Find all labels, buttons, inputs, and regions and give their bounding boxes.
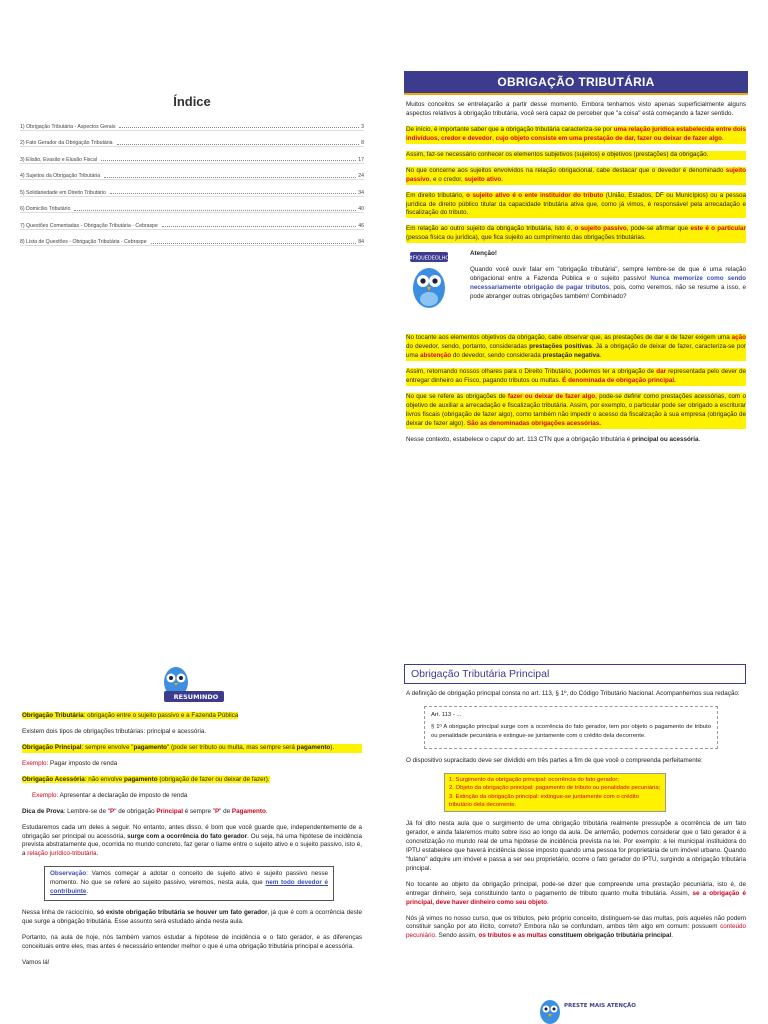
paragraph: No que se refere às obrigações de fazer ou deixar de fazer algo, pode-se definir como prestações acessórias, com o objetivo de auxiliar a arrecadação e fiscalização tributária. Assim, por exemplo, o particular pode ser obrigado a escriturar livros fiscais (obrigação de fazer algo), como também não impedir o acesso da fiscalização à sua empresa (obrigação de deixar de fazer algo). São as denominadas obrigações acessórias.: [406, 392, 746, 427]
section-banner: OBRIGAÇÃO TRIBUTÁRIA: [404, 71, 748, 95]
toc-entry-label: 8) Lista de Questões - Obrigação Tributária - Cebraspe: [20, 239, 147, 245]
resumindo-logo-text: RESUMINDO: [173, 693, 219, 701]
toc-entry[interactable]: [20, 230, 364, 247]
paragraph: Exemplo: Pagar imposto de renda: [22, 759, 118, 767]
paragraph: Já foi dito nesta aula que o surgimento de uma obrigação tributária realmente pressupõe a ocorrência de um fato gerador, e ainda falaremos muito sobre isso ao longo da aula. De antemão, podemos considerar que o fato gerador é a concretização no mundo real de uma hipótese de incidência prevista na lei. Por exemplo: a lei municipal instituidora do IPTU estabelece que haverá incidência desse imposto quando uma pessoa for proprietária de um imóvel urbano. Quando "fulano" adquire um imóvel e passa a ser seu proprietário, ocorre o fato gerador do IPTU, surgindo a obrigação tributária principal.: [406, 820, 746, 872]
footer-logo-text: PRESTE MAIS ATENÇÃO: [564, 1003, 636, 1009]
obrigacao-content: [406, 101, 746, 452]
paragraph: Nesse contexto, estabelece o caput do art. 113 CTN que a obrigação tributária é principal ou acessória.: [406, 435, 701, 443]
principal-page: [384, 512, 768, 1024]
resumindo-logo-icon: [158, 664, 228, 708]
toc-entry-label: 7) Questões Comentadas - Obrigação Tributária - Cebraspe: [20, 222, 158, 229]
paragraph: Muitos conceitos se entrelaçarão a partir desse momento. Embora tenhamos visto apenas superficialmente alguns aspectos relativos à obrigação tributária, você será capaz de perceber que "a coisa" está começando a fazer sentido.: [406, 101, 746, 117]
owl-mascot-icon: [406, 250, 452, 314]
paragraph: Obrigação Principal: sempre envolve "pagamento" (pode ser tributo ou multa, mas sempre será pagamento).: [22, 744, 362, 753]
toc-entry-page: 46: [358, 222, 364, 229]
paragraph: Portanto, na aula de hoje, nós também vamos estudar a hipótese de incidência e o fato gerador, e as diferenças conceituais entre eles, mas antes é necessário entender melhor o que é uma obrigação tributária principal e acessória.: [22, 934, 362, 950]
toc-entry-page: 34: [358, 189, 364, 196]
list-item: 1. Surgimento da obrigação principal: ocorrência do fato gerador;: [449, 777, 619, 783]
toc-entry[interactable]: [20, 164, 364, 181]
toc-entry-page: 24: [358, 173, 364, 179]
toc-entry[interactable]: [20, 213, 364, 230]
attention-box: [406, 250, 746, 328]
paragraph: Nós já vimos no nosso curso, que os tributos, pelo próprio conceito, distinguem-se das multas, pois aqueles não podem constituir sanção por ato ilícito, correto? Embora não se confundam, ambos têm algo em comum: possuem conteúdo pecuniário. Sendo assim, os tributos e as multas constituem obrigação tributária principal.: [406, 914, 746, 940]
section-title: Obrigação Tributária Principal: [404, 664, 746, 684]
toc-entry-label: 2) Fato Gerador da Obrigação Tributária: [20, 140, 113, 146]
quote-line: § 1º A obrigação principal surge com a ocorrência do fato gerador, tem por objeto o pagamento de tributo ou penalidade pecuniária e extingue-se juntamente com o crédito dela decorrente.: [431, 724, 711, 739]
paragraph: Nessa linha de raciocínio, só existe obrigação tributária se houver um fato gerador, já que é com a ocorrência deste que surge a obrigação tributária. Esse assunto será estudado ainda nesta aula.: [22, 909, 362, 926]
paragraph: Observação: Vamos começar a adotar o conceito de sujeito ativo e sujeito passivo nesse momento. No que se refere ao sujeito passivo, veremos, nesta aula, que nem todo devedor é contribuinte.: [50, 870, 328, 896]
toc-entry[interactable]: [20, 147, 364, 164]
toc-entry-label: 6) Domicílio Tributário: [20, 206, 71, 212]
principal-content: [406, 690, 746, 948]
obrigacao-page: [384, 0, 768, 512]
paragraph: Vamos lá!: [22, 958, 50, 966]
attention-text: [470, 250, 746, 309]
resumindo-page: [0, 512, 384, 1024]
list-item: 2. Objeto da obrigação principal: pagamento de tributo ou penalidade pecuniária;: [449, 785, 661, 792]
toc-entry-label: 1) Obrigação Tributária - Aspectos Gerais: [20, 123, 116, 130]
toc-entry-page: 84: [358, 239, 364, 245]
paragraph: Obrigação Tributária: obrigação entre o sujeito passivo e a Fazenda Pública: [22, 712, 239, 719]
paragraph: No tocante ao objeto da obrigação principal, pode-se dizer que compreende uma prestação pecuniária, isto é, de entregar dinheiro, seja constituindo tanto o pagamento de tributo quanto multa tributária. Assim, se a obrigação é principal, deve haver dinheiro como seu objeto.: [406, 880, 746, 906]
paragraph: A definição de obrigação principal consta no art. 113, § 1º, do Código Tributário Nacional. Acompanhemos sua redação:: [406, 690, 740, 697]
toc-entry-label: 3) Elisão, Evasão e Elusão Fiscal: [20, 156, 97, 163]
attention-title: Atenção!: [470, 250, 497, 258]
paragraph: No tocante aos elementos objetivos da obrigação, cabe observar que, as prestações de dar e de fazer exigem uma ação do devedor, sendo, portanto, consideradas prestações positivas. Já a obrigação de deixar de fazer, caracteriza-se por uma abstenção do devedor, sendo considerada prestação negativa.: [406, 334, 746, 360]
paragraph: Quando você ouvir falar em "obrigação tributária", sempre lembre-se de que é uma relação obrigacional entre a Fazenda Pública e o sujeito passivo! Nunca memorize como sendo necessariamente obrigação de pagar tributos, pois, como veremos, não se resume a isso, e pode abranger outras obrigações também! Combinado?: [470, 266, 746, 300]
toc-entry-page: 3: [361, 123, 364, 130]
toc-entry[interactable]: [20, 131, 364, 148]
ordered-list: [444, 773, 666, 812]
quote-line: Art. 113 - ...: [431, 711, 462, 718]
paragraph: Em direito tributário, o sujeito ativo é o ente instituidor do tributo (União, Estados, DF ou Municípios) ou a pessoa jurídica de direito público titular da capacidade tributária ativa que, como já vimos, é responsável pela arrecadação e fiscalização do tributo.: [406, 191, 746, 217]
table-of-contents: [20, 114, 364, 246]
toc-entry-page: 17: [358, 156, 364, 163]
observation-box: [44, 866, 334, 901]
preste-atencao-logo-icon: [536, 996, 636, 1024]
resumindo-content: [22, 712, 362, 975]
toc-entry-label: 4) Sujeitos da Obrigação Tributária: [20, 173, 101, 179]
index-title: Índice: [173, 94, 211, 109]
paragraph: Dica de Prova: Lembre-se de "P" de obrigação Principal é sempre "P" de Pagamento.: [22, 807, 268, 815]
paragraph: O dispositivo supracitado deve ser dividido em três partes a fim de que você o compreenda perfeitamente:: [406, 757, 703, 765]
list-item: 3. Extinção da obrigação principal: extingue-se juntamente com o crédito tributário dela decorrente.: [449, 793, 639, 808]
toc-entry-page: 8: [361, 140, 364, 146]
toc-entry[interactable]: [20, 114, 364, 131]
toc-entry-label: 5) Solidariedade em Direito Tributário: [20, 189, 106, 196]
toc-entry[interactable]: [20, 197, 364, 214]
paragraph: Estudaremos cada um deles a seguir. No entanto, antes disso, é bom que você guarde que, independentemente de a obrigação ser principal ou acessória, surge com a ocorrência do fato gerador. Ou seja, há uma hipótese de incidência prevista abstratamente que, ocorrida no mundo concreto, faz gerar o liame entre o sujeito ativo e o sujeito passivo, isto é, a relação jurídico-tributária.: [22, 823, 362, 858]
paragraph: Em relação ao outro sujeito da obrigação tributária, isto é, o sujeito passivo, pode-se afirmar que este é o particular (pessoa física ou jurídica), que fica sujeito ao cumprimento das obrigações tributárias.: [406, 225, 746, 242]
paragraph: Exemplo: Apresentar a declaração de imposto de renda: [32, 791, 188, 799]
paragraph: Existem dois tipos de obrigações tributárias: principal e acessória.: [22, 727, 207, 735]
paragraph: Assim, faz-se necessário conhecer os elementos subjetivos (sujeitos) e objetivos (prestações) da obrigação.: [406, 151, 746, 160]
toc-entry-page: 40: [358, 206, 364, 212]
paragraph: Obrigação Acessória: não envolve pagamento (obrigação de fazer ou deixar de fazer).: [22, 775, 270, 783]
law-quote: [424, 706, 718, 749]
paragraph: No que concerne aos sujeitos envolvidos na relação obrigacional, cabe destacar que o devedor é denominado sujeito passivo, e o credor, sujeito ativo.: [406, 166, 746, 183]
index-page: [0, 0, 384, 512]
paragraph: De início, é importante saber que a obrigação tributária caracteriza-se por uma relação jurídica estabelecida entre dois indivíduos, credor e devedor, cujo objeto consiste em uma prestação de dar, fazer ou deixar de fazer algo.: [406, 125, 746, 142]
toc-entry[interactable]: [20, 180, 364, 197]
paragraph: Assim, retornando nossos olhares para o Direito Tributário, podemos ter a obrigação de dar representada pelo dever de entregar dinheiro ao Fisco, pagando tributos ou multas. É denominada de obrigação principal.: [406, 368, 746, 384]
svg-text:#FIQUEDEOLHO: #FIQUEDEOLHO: [408, 255, 450, 262]
